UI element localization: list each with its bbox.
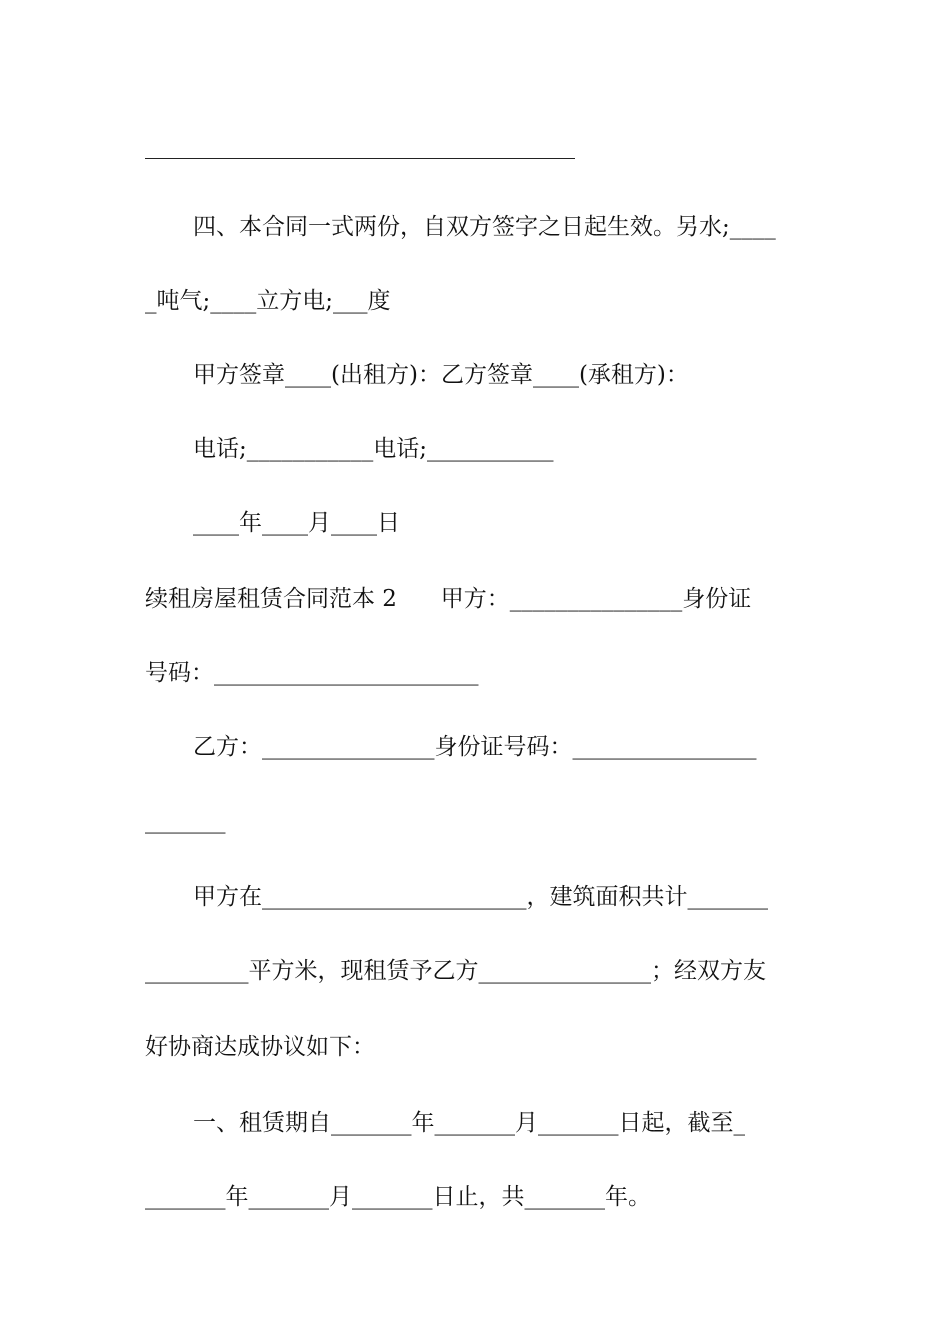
party-a-id-line: 号码：_______________________: [145, 660, 479, 686]
property-location-line: 甲方在_______________________，建筑面积共计_______: [193, 884, 768, 910]
signature-line: 甲方签章____(出租方)：乙方签章____(承租方)：: [193, 362, 689, 388]
agreement-intro-line: 好协商达成协议如下：: [145, 1034, 375, 1060]
area-lease-line: _________平方米，现租赁予乙方_______________；经双方友: [145, 958, 766, 984]
top-divider-line: [145, 158, 575, 159]
party-b-continuation-line: _______: [145, 808, 226, 834]
party-b-line: 乙方：_______________身份证号码：________________: [193, 734, 757, 760]
phone-line: 电话;___________电话;___________: [193, 436, 554, 462]
lease-term-line-1: 一、租赁期自_______年_______月_______日起，截至_: [193, 1110, 745, 1136]
clause-four-line-2: _吨气;____立方电;___度: [145, 288, 391, 314]
clause-four-line-1: 四、本合同一式两份，自双方签字之日起生效。另水;____: [193, 214, 776, 240]
date-line: ____年____月____日: [193, 510, 400, 536]
lease-term-line-2: _______年_______月_______日止，共_______年。: [145, 1184, 651, 1210]
contract-title-party-a-line: 续租房屋租赁合同范本 2 甲方：_______________身份证: [145, 586, 752, 612]
